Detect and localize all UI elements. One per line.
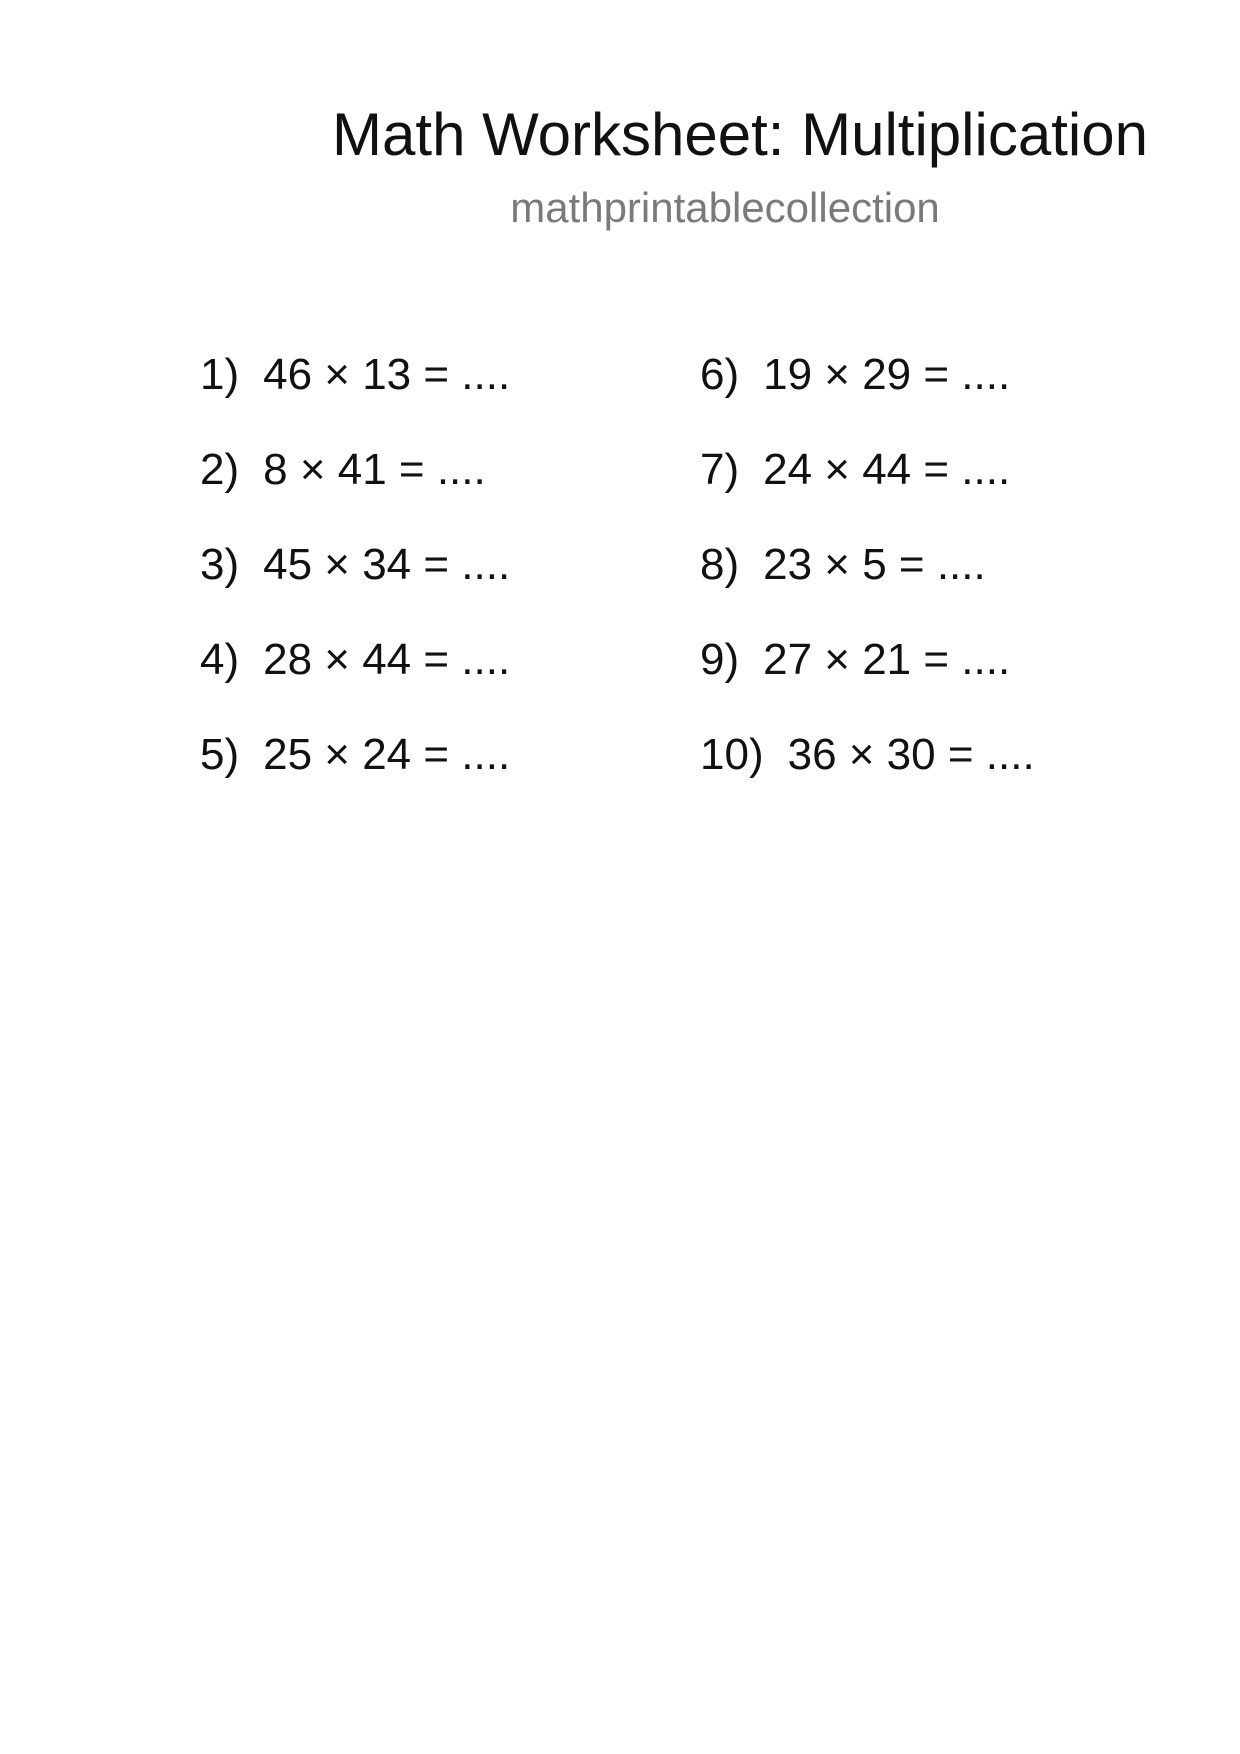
problem-column-right xyxy=(700,350,1200,825)
problem-number: 9) xyxy=(700,635,740,684)
problem-item xyxy=(700,445,1200,540)
problem-expression: 8 × 41 = .... xyxy=(263,445,486,494)
problem-item xyxy=(200,730,700,825)
problem-expression: 25 × 24 = .... xyxy=(263,730,511,779)
worksheet-title: Math Worksheet: Multiplication xyxy=(332,101,1148,168)
problem-item xyxy=(200,540,700,635)
problem-expression: 28 × 44 = .... xyxy=(263,635,511,684)
problem-expression: 45 × 34 = .... xyxy=(263,540,511,589)
problem-item xyxy=(700,540,1200,635)
problem-expression: 24 × 44 = .... xyxy=(763,445,1011,494)
problem-number: 5) xyxy=(200,730,240,779)
worksheet-subtitle: mathprintablecollection xyxy=(510,184,940,231)
problem-number: 2) xyxy=(200,445,240,494)
problem-number: 4) xyxy=(200,635,240,684)
problem-item xyxy=(700,730,1200,825)
problem-number: 7) xyxy=(700,445,740,494)
problem-number: 1) xyxy=(200,350,240,399)
problem-item xyxy=(700,350,1200,445)
problem-item xyxy=(700,635,1200,730)
problem-expression: 46 × 13 = .... xyxy=(263,350,511,399)
problem-number: 6) xyxy=(700,350,740,399)
problem-expression: 23 × 5 = .... xyxy=(763,540,986,589)
problem-column-left xyxy=(200,350,700,825)
problem-expression: 19 × 29 = .... xyxy=(763,350,1011,399)
problem-expression: 36 × 30 = .... xyxy=(787,730,1035,779)
problem-number: 8) xyxy=(700,540,740,589)
problem-number: 10) xyxy=(700,730,764,779)
problem-number: 3) xyxy=(200,540,240,589)
problem-item xyxy=(200,635,700,730)
problem-expression: 27 × 21 = .... xyxy=(763,635,1011,684)
problem-item xyxy=(200,445,700,540)
problem-item xyxy=(200,350,700,445)
